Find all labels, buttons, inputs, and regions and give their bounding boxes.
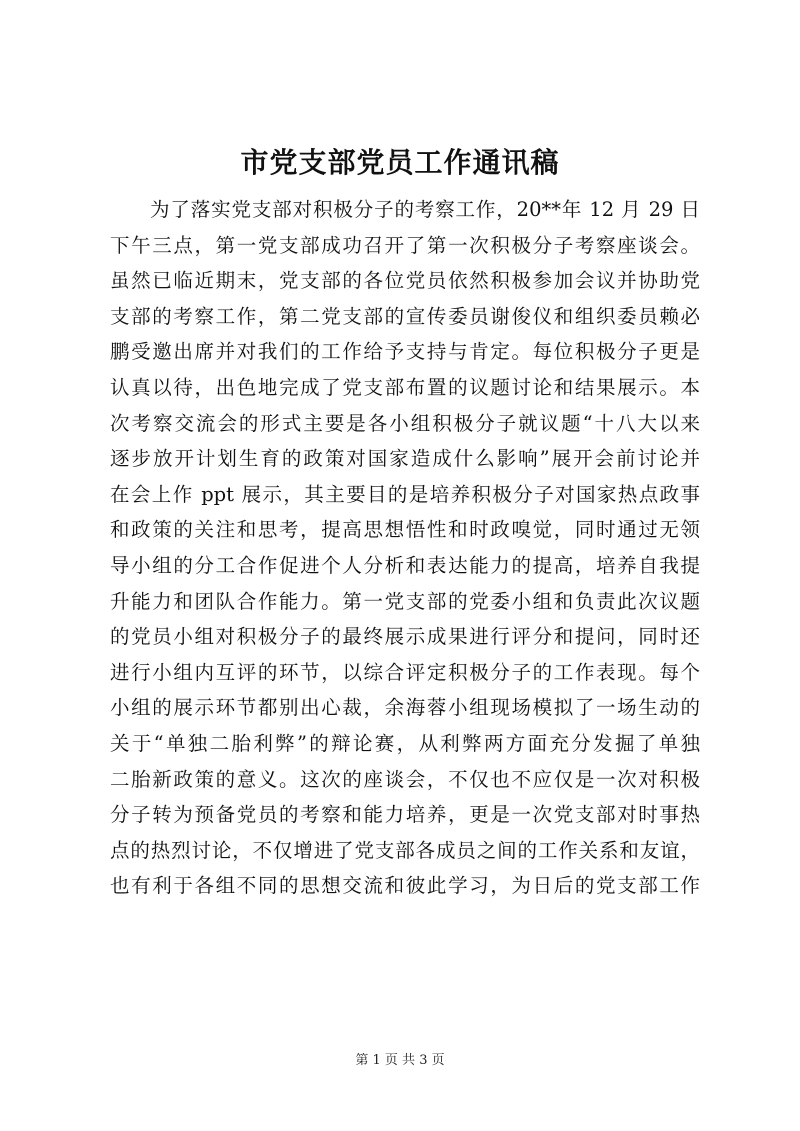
body-line: 点的热烈讨论，不仅增进了党支部各成员之间的工作关系和友谊，: [110, 838, 700, 862]
page-number-footer: 第 1 页 共 3 页: [355, 1053, 445, 1068]
body-paragraph: [110, 192, 700, 904]
document-title: 市党支部党员工作通讯稿: [240, 146, 560, 179]
body-line: 逐步放开计划生育的政策对国家造成什么影响”展开会前讨论并: [110, 447, 700, 471]
body-line: 升能力和团队合作能力。第一党支部的党委小组和负责此次议题: [110, 589, 700, 613]
body-line: 进行小组内互评的环节，以综合评定积极分子的工作表现。每个: [110, 660, 700, 684]
body-line: 为了落实党支部对积极分子的考察工作，20**年 12 月 29 日: [150, 198, 700, 221]
body-line: 在会上作 ppt 展示，其主要目的是培养积极分子对国家热点政事: [110, 482, 700, 506]
body-line: 小组的展示环节都别出心裁，余海蓉小组现场模拟了一场生动的: [110, 696, 700, 720]
body-line: 也有利于各组不同的思想交流和彼此学习，为日后的党支部工作: [110, 874, 700, 898]
body-line: 二胎新政策的意义。这次的座谈会，不仅也不应仅是一次对积极: [110, 767, 700, 791]
body-line: 鹏受邀出席并对我们的工作给予支持与肯定。每位积极分子更是: [110, 340, 700, 364]
body-line: 下午三点，第一党支部成功召开了第一次积极分子考察座谈会。: [110, 233, 700, 257]
body-line: 分子转为预备党员的考察和能力培养，更是一次党支部对时事热: [110, 803, 700, 827]
body-line: 次考察交流会的形式主要是各小组积极分子就议题“十八大以来: [110, 411, 700, 435]
body-line: 认真以待，出色地完成了党支部布置的议题讨论和结果展示。本: [110, 375, 700, 399]
body-line: 关于“单独二胎利弊”的辩论赛，从利弊两方面充分发掘了单独: [110, 731, 700, 755]
body-line: 虽然已临近期末，党支部的各位党员依然积极参加会议并协助党: [110, 269, 700, 293]
body-line: 导小组的分工合作促进个人分析和表达能力的提高，培养自我提: [110, 553, 700, 577]
body-line: 的党员小组对积极分子的最终展示成果进行评分和提问，同时还: [110, 625, 700, 649]
body-line: 和政策的关注和思考，提高思想悟性和时政嗅觉，同时通过无领: [110, 518, 700, 542]
body-line: 支部的考察工作，第二党支部的宣传委员谢俊仪和组织委员赖必: [110, 304, 700, 328]
